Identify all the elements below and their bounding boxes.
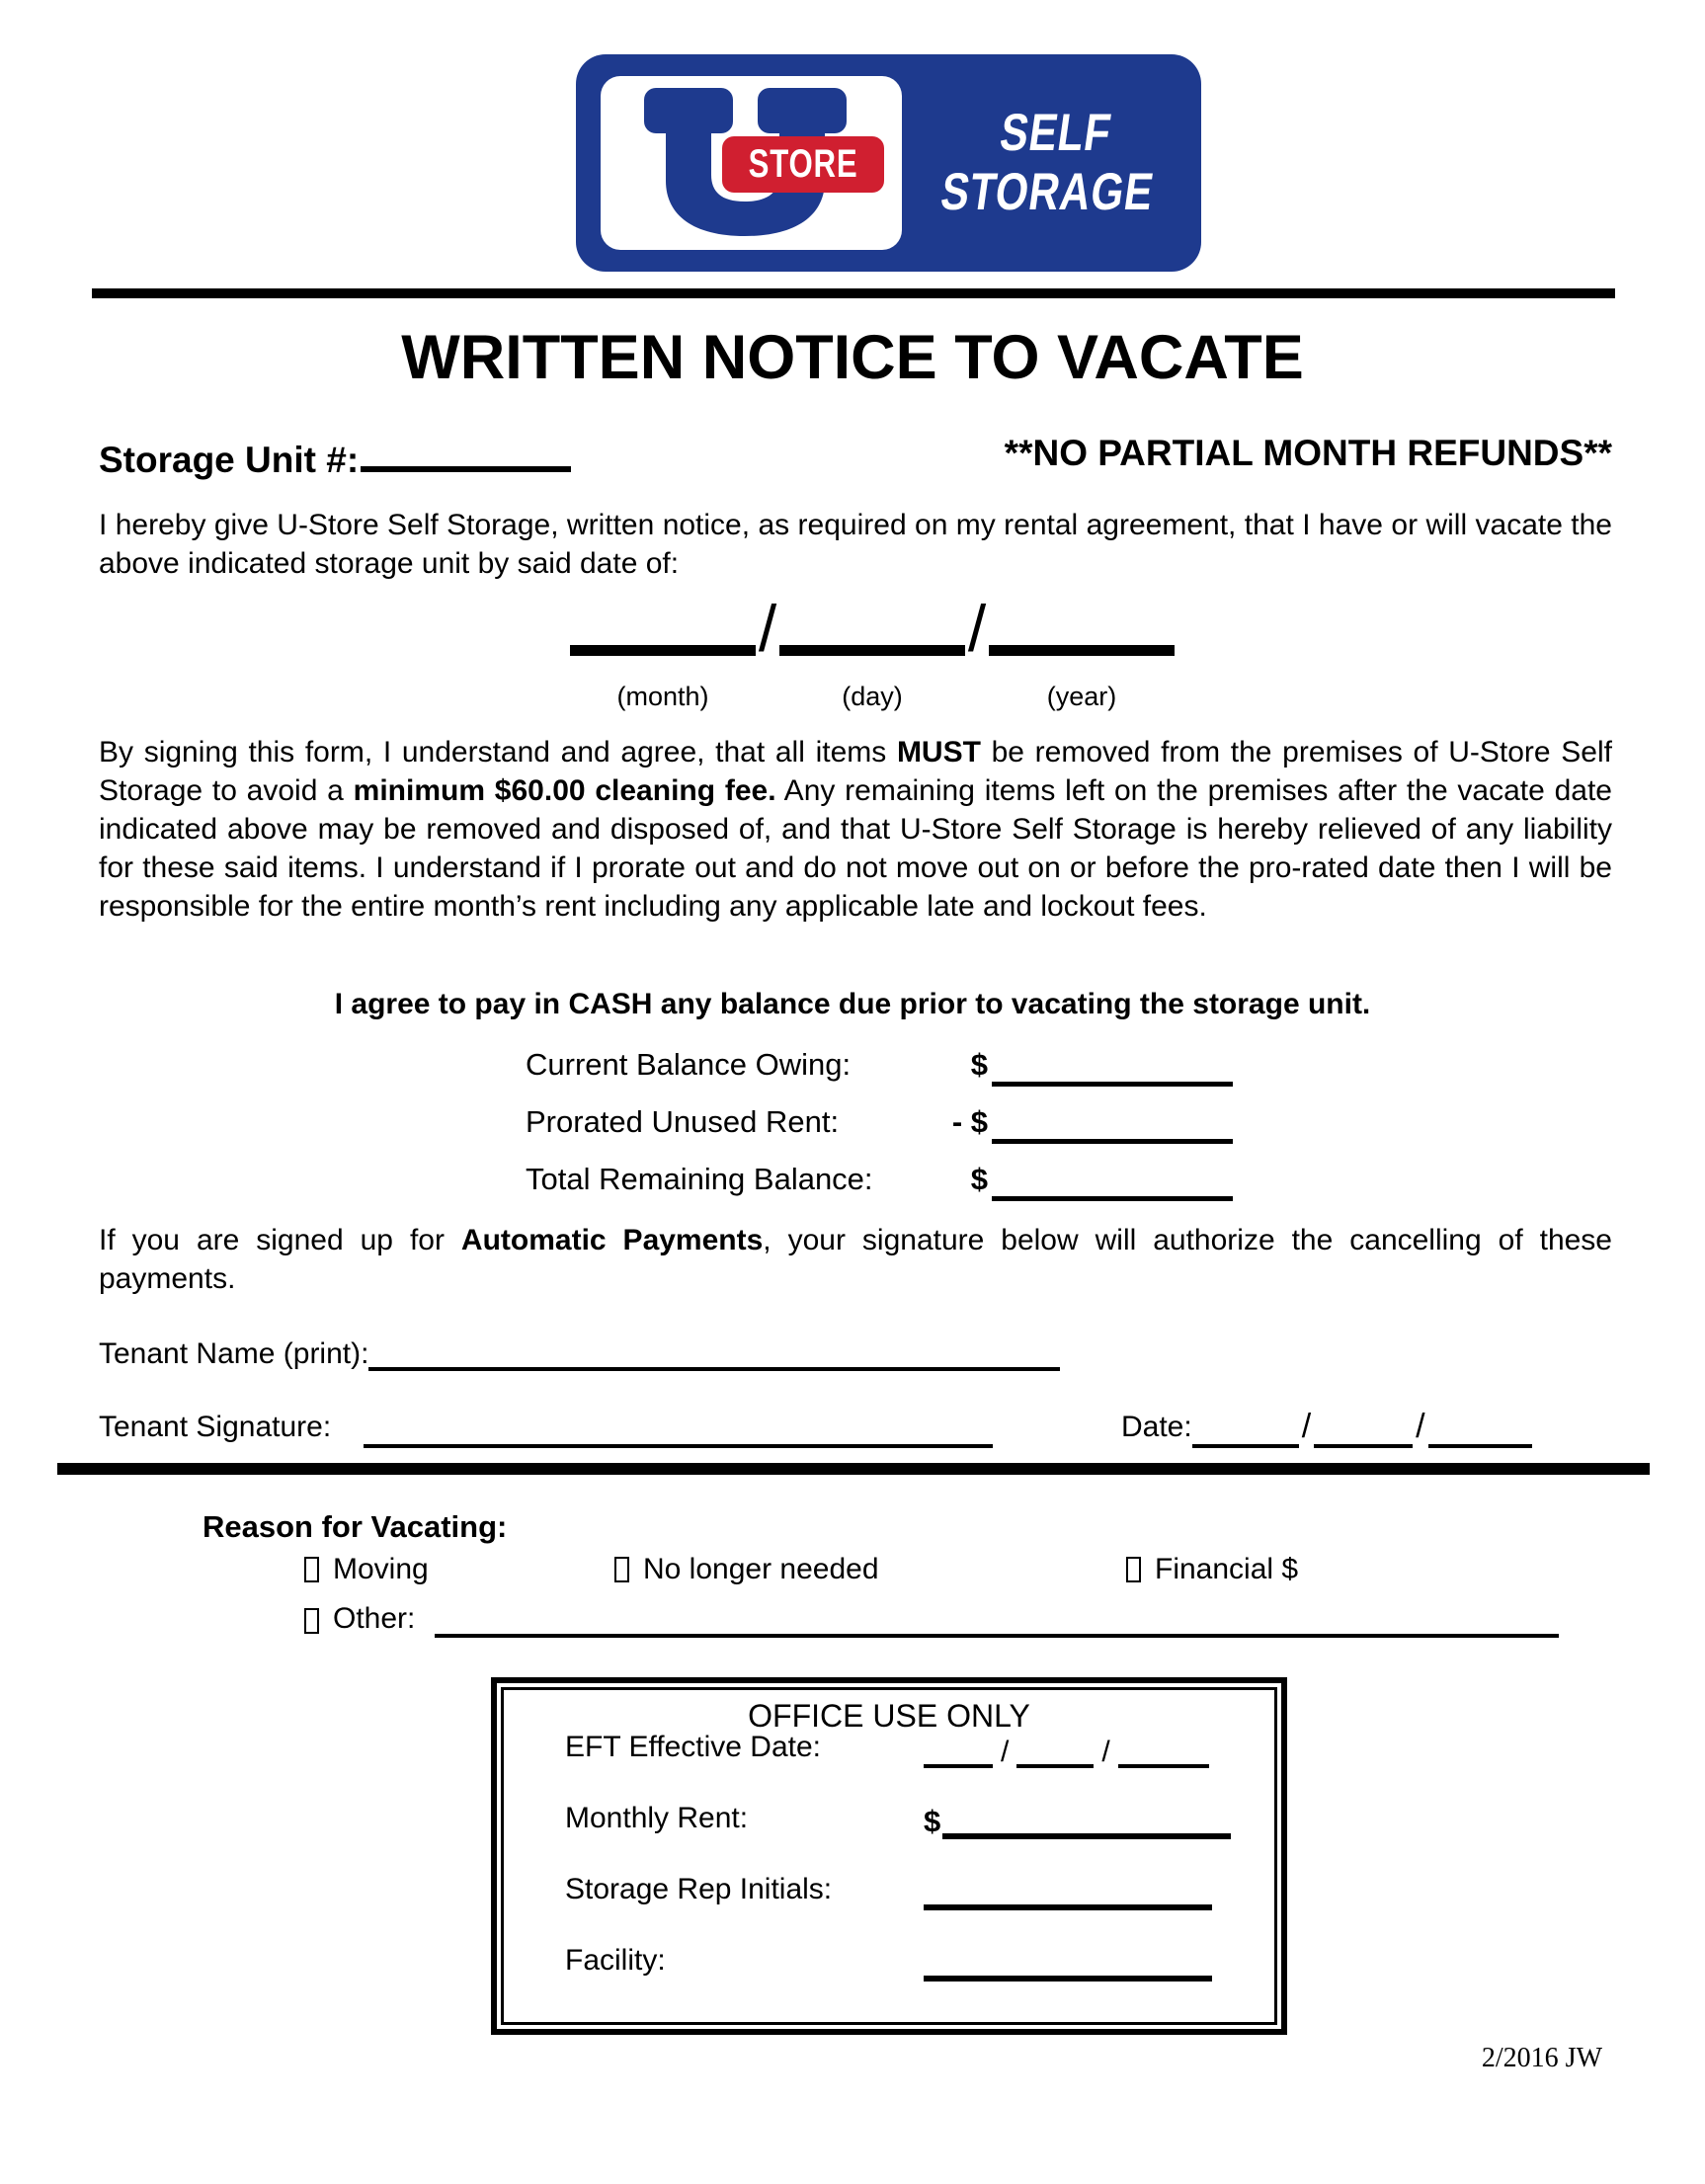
vacate-date-labels [570, 682, 1175, 712]
cash-agreement-line: I agree to pay in CASH any balance due prior to vacating the storage unit. [334, 988, 1371, 1020]
storage-unit-label: Storage Unit #: [99, 440, 360, 480]
eft-year-blank[interactable] [1118, 1739, 1209, 1768]
logo-brand-text [917, 54, 1186, 272]
eft-date-blanks [924, 1737, 1209, 1768]
rep-initials-field [924, 1877, 1212, 1910]
facility-blank[interactable] [924, 1948, 1212, 1982]
date-label: Date: [1121, 1411, 1192, 1443]
revision-note: 2/2016 JW [1481, 2043, 1602, 2073]
total-balance-label: Total Remaining Balance: [526, 1162, 873, 1196]
monthly-rent-blank[interactable] [942, 1806, 1231, 1839]
month-blank[interactable] [570, 589, 756, 656]
intro-paragraph: I hereby give U-Store Self Storage, written notice, as required on my rental agreement, that I have or will vacate the above indicated storage unit by said date of: [99, 509, 1612, 580]
logo-u-panel [601, 76, 902, 250]
date-year-blank[interactable] [1428, 1413, 1532, 1448]
month-label: (month) [616, 682, 709, 711]
dollar-prefix: $ [970, 1162, 988, 1196]
eft-date-row [504, 1731, 1274, 1790]
reason-option-moving [304, 1553, 429, 1586]
tenant-signature-blank[interactable] [364, 1413, 993, 1448]
tenant-signature-row [99, 1403, 1612, 1448]
prorated-rent-label: Prorated Unused Rent: [526, 1104, 840, 1139]
brand-line-storage: STORAGE [936, 163, 1158, 221]
tenant-name-blank[interactable] [368, 1335, 1060, 1371]
office-use-box-inner [501, 1687, 1277, 2025]
storage-unit-row [99, 433, 1612, 481]
balance-row-current [526, 1047, 1233, 1087]
balance-row-prorated [526, 1104, 1233, 1144]
checkbox-icon[interactable] [304, 1608, 319, 1634]
rep-initials-label: Storage Rep Initials: [565, 1873, 833, 1905]
vacate-date-blanks [570, 589, 1175, 665]
date-day-blank[interactable] [1314, 1413, 1413, 1448]
no-refunds-note: **NO PARTIAL MONTH REFUNDS** [1004, 433, 1612, 473]
office-use-box [491, 1677, 1287, 2035]
checkbox-icon[interactable] [304, 1557, 319, 1582]
page-title: WRITTEN NOTICE TO VACATE [401, 323, 1304, 392]
date-month-blank[interactable] [1192, 1413, 1299, 1448]
monthly-rent-field [924, 1804, 1231, 1839]
date-slash: / [758, 592, 777, 665]
storage-unit-field [99, 433, 571, 481]
date-slash: / [1416, 1408, 1425, 1445]
year-blank[interactable] [989, 589, 1175, 656]
store-badge-text: STORE [748, 142, 858, 186]
year-label: (year) [1046, 682, 1117, 711]
signature-date-field [1121, 1408, 1532, 1448]
reason-option-financial [1126, 1553, 1298, 1586]
eft-date-label: EFT Effective Date: [565, 1731, 821, 1763]
brand-line-self: SELF [996, 104, 1115, 162]
tenant-name-row [99, 1335, 1060, 1371]
terms-paragraph: By signing this form, I understand and agree, that all items MUST be removed from the premises of U-Store Self Storage to avoid a minimum $60.00 cleaning fee. Any remaining items left on the premises after the vacate date indicated above may be removed and disposed of, and that U-Store Self Storage is hereby relieved of any liability for these said items. I understand if I prorate out and do not move out on or before the pro-rated date then I will be responsible for the entire month’s rent including any applicable late and lockout fees. [99, 736, 1612, 923]
current-balance-label: Current Balance Owing: [526, 1047, 852, 1082]
reason-option-label: Financial $ [1155, 1553, 1299, 1585]
autopay-paragraph: If you are signed up for Automatic Payments, your signature below will authorize the cancelling of these payments. [99, 1224, 1612, 1295]
total-balance-blank[interactable] [992, 1164, 1233, 1201]
dollar-prefix: $ [924, 1804, 941, 1838]
facility-row [504, 1932, 1274, 2003]
ustore-logo [576, 54, 1201, 272]
day-blank[interactable] [779, 589, 965, 656]
other-reason-blank[interactable] [435, 1604, 1559, 1638]
tenant-name-label: Tenant Name (print): [99, 1337, 369, 1370]
date-slash: / [1001, 1736, 1010, 1768]
reason-option-other [304, 1602, 1559, 1638]
office-use-title: OFFICE USE ONLY [748, 1698, 1030, 1734]
storage-unit-blank[interactable] [361, 433, 571, 472]
date-slash: / [1301, 1408, 1312, 1445]
other-label: Other: [333, 1602, 416, 1635]
prorated-rent-blank[interactable] [992, 1106, 1233, 1144]
checkbox-icon[interactable] [614, 1557, 629, 1582]
date-slash: / [967, 592, 987, 665]
eft-day-blank[interactable] [1016, 1739, 1094, 1768]
date-slash: / [1101, 1736, 1110, 1768]
minus-dollar-prefix: - $ [951, 1104, 988, 1139]
monthly-rent-row [504, 1790, 1274, 1861]
reason-option-label: No longer needed [643, 1553, 879, 1585]
reason-heading: Reason for Vacating: [203, 1509, 508, 1544]
header-divider [92, 288, 1615, 298]
reason-option-no-longer-needed [614, 1553, 879, 1586]
reason-option-label: Moving [333, 1553, 429, 1585]
store-badge [722, 136, 884, 193]
eft-month-blank[interactable] [924, 1739, 993, 1768]
facility-label: Facility: [565, 1944, 666, 1977]
tenant-signature-label: Tenant Signature: [99, 1411, 332, 1443]
rep-initials-blank[interactable] [924, 1877, 1212, 1910]
balance-row-total [526, 1162, 1233, 1201]
current-balance-blank[interactable] [992, 1049, 1233, 1087]
checkbox-icon[interactable] [1126, 1557, 1141, 1582]
rep-initials-row [504, 1861, 1274, 1932]
day-label: (day) [842, 682, 903, 711]
section-divider [57, 1463, 1650, 1475]
dollar-prefix: $ [970, 1047, 988, 1082]
facility-field [924, 1948, 1212, 1982]
monthly-rent-label: Monthly Rent: [565, 1802, 749, 1834]
